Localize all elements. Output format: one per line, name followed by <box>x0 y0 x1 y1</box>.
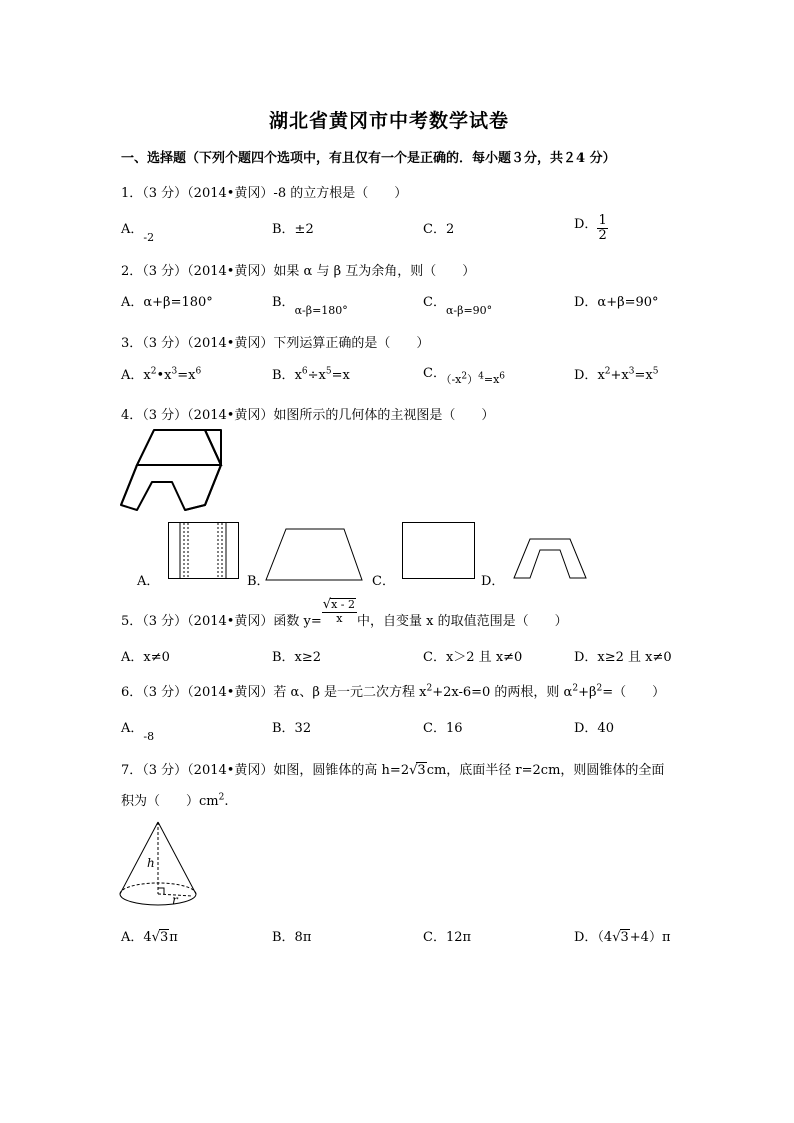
q5-fraction-denominator: x <box>336 611 343 625</box>
q7-option-d-suffix: +4）π <box>629 930 671 945</box>
q5-option-b: B．x≥2 <box>272 650 322 665</box>
page-title: 湖北省黄冈市中考数学试卷 <box>269 110 510 132</box>
q5-option-d: D．x≥2 且 x≠0 <box>574 650 672 665</box>
q4-option-c: C． <box>372 574 395 589</box>
q6-option-c: C．16 <box>423 721 463 736</box>
q7-radicand: 3 <box>417 763 426 778</box>
q4-option-c-figure <box>402 522 476 580</box>
q1-option-a-label: A． <box>121 222 144 237</box>
q7-option-d-prefix: D．（4 <box>574 930 613 945</box>
q7-option-d-radicand: 3 <box>620 930 629 945</box>
q6-sup-1: 2 <box>426 683 433 694</box>
q7-option-a-suffix: π <box>169 930 178 945</box>
q3-option-a-label: A． <box>121 368 144 383</box>
q2-option-b-value: α-β=180° <box>294 304 348 317</box>
q3-option-d-label: D． <box>574 368 598 383</box>
q5-stem-suffix: 中，自变量 x 的取值范围是（ ） <box>357 613 568 629</box>
q6-stem-part4: =（ ） <box>602 685 666 700</box>
q5-fraction-numerator <box>322 598 357 613</box>
q1-option-d-label: D． <box>574 216 598 232</box>
question-2-stem: 2．（3 分）（2014•黄冈）如果 α 与 β 互为余角，则（ ） <box>121 264 476 279</box>
q6-option-d: D．40 <box>574 721 614 736</box>
q7-line1-suffix: cm，底面半径 r=2cm，则圆锥体的全面 <box>426 763 665 778</box>
q4-option-b: B． <box>247 574 270 589</box>
q7-option-c: C．12π <box>423 930 472 945</box>
q6-option-a <box>121 717 155 743</box>
q3-option-d-value: $x^2+x^3=x^5$ <box>597 366 659 383</box>
q3-option-b-value: $x^6\div x^5=x$ <box>294 366 350 383</box>
question-7-line-1 <box>121 759 664 778</box>
q6-option-a-value: -8 <box>143 730 155 743</box>
q3-option-b-label: B． <box>272 368 295 383</box>
question-6-stem <box>121 681 665 700</box>
q1-d-denominator: 2 <box>598 227 607 243</box>
q4-option-d-figure <box>512 538 588 580</box>
q7-line2-text: 积为（ ）cm <box>121 794 219 809</box>
q7-option-d <box>574 926 671 945</box>
q3-option-c-label: C． <box>423 366 446 381</box>
q7-option-a-prefix: A．4 <box>121 930 152 945</box>
q7-option-a <box>121 926 178 945</box>
q2-option-d: D．α+β=90° <box>574 295 659 310</box>
q7-option-a-radicand: 3 <box>159 930 169 945</box>
question-4-stem: 4．（3 分）（2014•黄冈）如图所示的几何体的主视图是（ ） <box>121 408 495 423</box>
q5-radicand: x - 2 <box>331 598 356 611</box>
q4-option-d: D． <box>481 574 505 589</box>
q3-option-c-value: （-x2）4=x6 <box>445 371 506 386</box>
q7-height-label: h <box>147 856 155 870</box>
q6-stem-part3: +β <box>578 685 597 700</box>
q7-radical-sign: √ <box>409 763 418 778</box>
q5-stem-prefix: 5．（3 分）（2014•黄冈）函数 y= <box>121 613 322 629</box>
q4-option-a-figure <box>168 522 240 580</box>
q5-option-a: A．x≠0 <box>121 650 170 665</box>
q5-function-fraction <box>322 598 357 624</box>
q4-option-b-figure <box>264 528 364 582</box>
q7-option-a-radical: √ <box>151 930 160 945</box>
q5-option-c: C．x＞2 且 x≠0 <box>423 650 523 665</box>
q6-option-a-label: A． <box>121 721 144 736</box>
q3-option-a-value: $x^2•x^3=x^6$ <box>143 366 202 383</box>
q7-cone-figure <box>116 818 200 918</box>
q2-option-c-label: C． <box>423 295 446 310</box>
q6-stem-part2: +2x-6=0 的两根，则 α <box>432 685 573 700</box>
q7-line1-prefix: 7．（3 分）（2014•黄冈）如图，圆锥体的高 h=2 <box>121 763 410 778</box>
q7-option-d-radical: √ <box>612 930 621 945</box>
q7-option-b: B．8π <box>272 930 312 945</box>
q7-line2-sup: 2 <box>218 792 225 803</box>
q1-option-a-value: -2 <box>143 231 155 244</box>
q5-radical-sign: √ <box>322 597 332 612</box>
section-heading: 一、选择题（下列个题四个选项中，有且仅有一个是正确的．每小题３分，共２4 分） <box>121 151 616 166</box>
q6-stem-part1: 6．（3 分）（2014•黄冈）若 α、β 是一元二次方程 x <box>121 685 427 700</box>
q1-option-c: C．2 <box>423 222 455 237</box>
q1-d-numerator: 1 <box>598 213 607 228</box>
question-5-stem <box>121 597 568 629</box>
question-3-stem: 3．（3 分）（2014•黄冈）下列运算正确的是（ ） <box>121 336 430 351</box>
q7-radius-label: r <box>172 893 178 907</box>
q7-line2-end: . <box>224 794 229 809</box>
q2-option-b-label: B． <box>272 295 295 310</box>
q2-option-a: A．α+β=180° <box>121 295 213 310</box>
q6-option-b: B．32 <box>272 721 312 736</box>
q6-sup-3: 2 <box>596 683 603 694</box>
q1-option-b: B．±2 <box>272 222 314 237</box>
question-7-line-2 <box>121 790 228 809</box>
question-1-stem: 1．（3 分）（2014•黄冈）-8 的立方根是（ ） <box>121 186 408 201</box>
q2-option-c-value: α-β=90° <box>445 304 493 317</box>
q6-sup-2: 2 <box>572 683 579 694</box>
q4-option-a: A． <box>137 574 160 589</box>
